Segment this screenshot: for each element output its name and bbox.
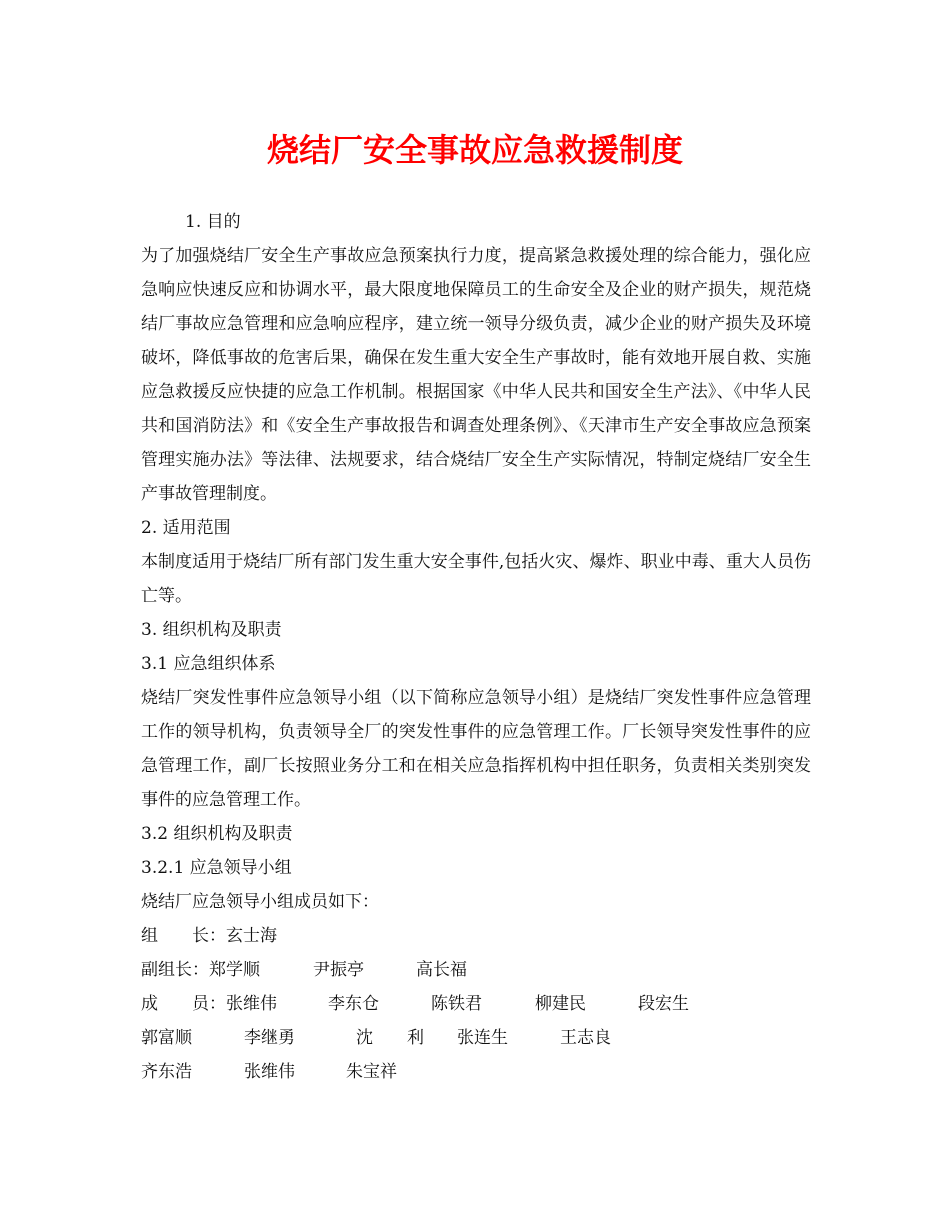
- deputy-name: 郑学顺: [209, 960, 260, 980]
- member-name: 李东仓: [328, 994, 379, 1014]
- deputy-label: 副组长：: [141, 960, 209, 980]
- section-1-heading: 1. 目的: [185, 212, 241, 232]
- document-title: 烧结厂安全事故应急救援制度: [266, 131, 683, 169]
- member-name: 沈 利: [356, 1028, 424, 1048]
- section-3-2-1-heading: 3.2.1 应急领导小组: [141, 858, 292, 878]
- member-name: 郭富顺: [141, 1028, 192, 1048]
- leader-name: 玄士海: [226, 926, 277, 946]
- member-label: 成 员：: [141, 994, 226, 1014]
- member-row-1: [141, 987, 811, 1021]
- section-2-heading: 2. 适用范围: [141, 518, 231, 538]
- member-row-3: [141, 1055, 811, 1089]
- member-name: 朱宝祥: [346, 1062, 397, 1082]
- deputy-name: 尹振亭: [313, 960, 364, 980]
- member-name: 张维伟: [244, 1062, 295, 1082]
- leader-row: [141, 919, 811, 953]
- member-name: 陈铁君: [431, 994, 482, 1014]
- member-name: 张连生: [457, 1028, 508, 1048]
- section-3-1-paragraph: 烧结厂突发性事件应急领导小组（以下简称应急领导小组）是烧结厂突发性事件应急管理工作的领导机构，负责领导全厂的突发性事件的应急管理工作。厂长领导突发性事件的应急管理工作，副厂长按照业务分工和在相关应急指挥机构中担任职务，负责相关类别突发事件的应急管理工作。: [141, 688, 811, 810]
- member-name: 张维伟: [226, 994, 277, 1014]
- member-row-2: [141, 1021, 811, 1055]
- members-intro: 烧结厂应急领导小组成员如下：: [141, 892, 379, 912]
- member-name: 李继勇: [244, 1028, 295, 1048]
- section-3-1-heading: 3.1 应急组织体系: [141, 654, 276, 674]
- section-2-paragraph: 本制度适用于烧结厂所有部门发生重大安全事件,包括火灾、爆炸、职业中毒、重大人员伤亡等。: [141, 552, 811, 606]
- document-body: [141, 205, 811, 1089]
- section-3-2-heading: 3.2 组织机构及职责: [141, 824, 293, 844]
- section-1-paragraph: 为了加强烧结厂安全生产事故应急预案执行力度，提高紧急救援处理的综合能力，强化应急响应快速反应和协调水平，最大限度地保障员工的生命安全及企业的财产损失，规范烧结厂事故应急管理和应急响应程序，建立统一领导分级负责，减少企业的财产损失及环境破坏，降低事故的危害后果，确保在发生重大安全生产事故时，能有效地开展自救、实施应急救援反应快捷的应急工作机制。根据国家《中华人民共和国安全生产法》、《中华人民共和国消防法》和《安全生产事故报告和调查处理条例》、《天津市生产安全事故应急预案管理实施办法》等法律、法规要求，结合烧结厂安全生产实际情况，特制定烧结厂安全生产事故管理制度。: [141, 246, 811, 504]
- member-name: 段宏生: [638, 994, 689, 1014]
- member-name: 王志良: [560, 1028, 611, 1048]
- section-3-heading: 3. 组织机构及职责: [141, 620, 282, 640]
- member-name: 齐东浩: [141, 1062, 192, 1082]
- member-name: 柳建民: [535, 994, 586, 1014]
- leader-label: 组 长：: [141, 926, 226, 946]
- deputy-name: 高长福: [416, 960, 467, 980]
- deputy-row: [141, 953, 811, 987]
